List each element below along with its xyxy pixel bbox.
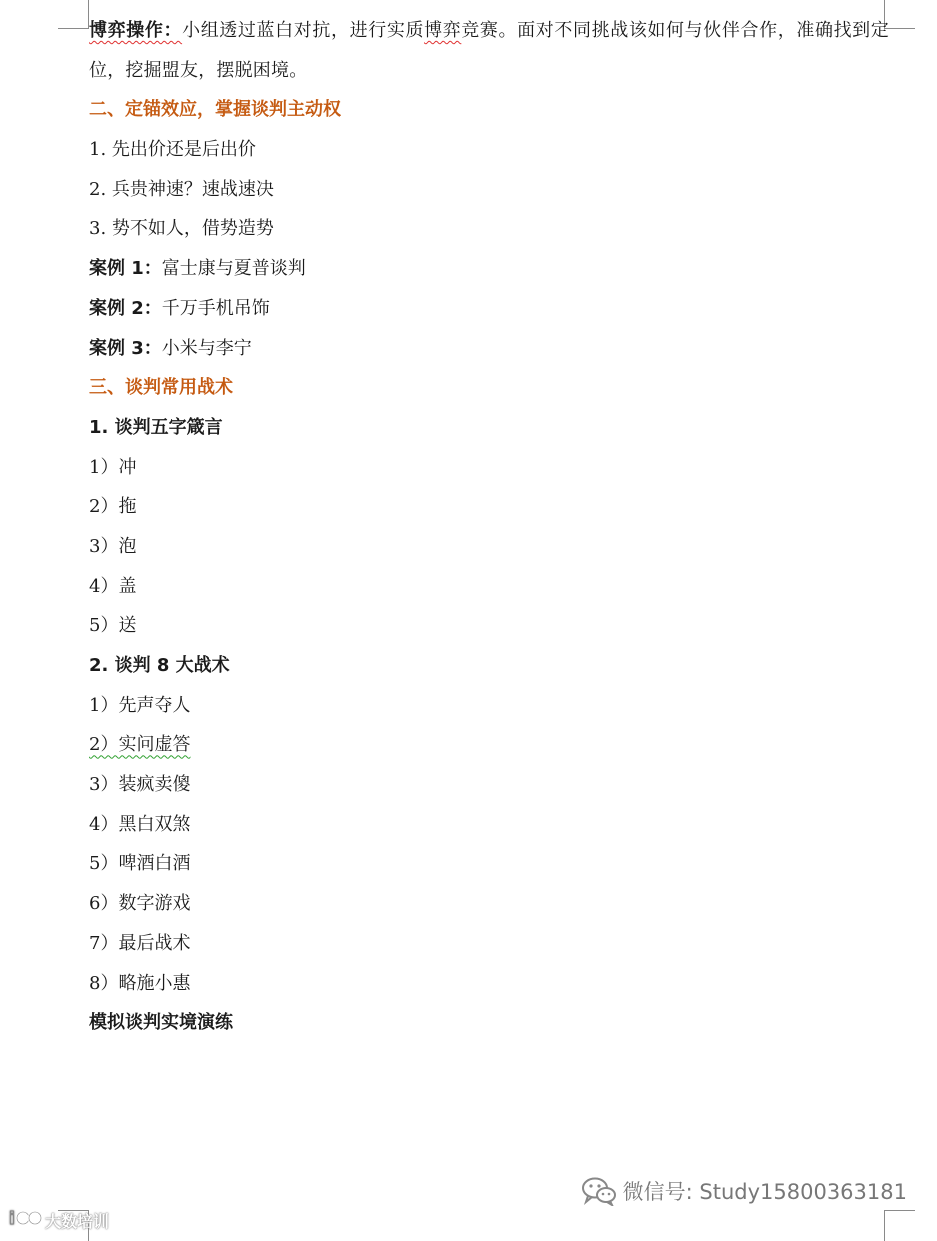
svg-text:i: i xyxy=(9,1209,15,1229)
case-text: 富士康与夏普谈判 xyxy=(161,258,306,280)
tactic-item: 8）略施小惠 xyxy=(89,972,191,994)
tactic-item xyxy=(89,725,889,765)
intro-text-b: 竞赛。面对不同挑战该如何与伙伴合作，准确找到定位，挖掘盟友，摆脱困境。 xyxy=(89,20,889,81)
five-word-item: 5）送 xyxy=(89,615,137,637)
section2-item: 2. 兵贵神速？速战速决 xyxy=(89,178,274,200)
case-text: 千万手机吊饰 xyxy=(161,297,270,319)
case-item xyxy=(89,249,889,289)
page-corner-mark-bottom-right xyxy=(884,1210,915,1241)
five-word-item: 1）冲 xyxy=(89,456,137,478)
intro-paragraph xyxy=(89,11,889,90)
case-text: 小米与李宁 xyxy=(161,337,252,359)
section2-heading: 二、定锚效应，掌握谈判主动权 xyxy=(89,99,341,121)
intro-text-a: 小组透过蓝白对抗，进行实质 xyxy=(182,20,425,41)
intro-label xyxy=(89,20,182,41)
closing-line: 模拟谈判实境演练 xyxy=(89,1012,233,1034)
wechat-watermark-text: 微信号: Study15800363181 xyxy=(622,1180,907,1204)
document-body xyxy=(89,11,889,1043)
tactic-item: 6）数字游戏 xyxy=(89,893,191,915)
intro-text-squiggle: 博弈 xyxy=(424,20,462,41)
tactic-item: 4）黑白双煞 xyxy=(89,813,191,835)
five-word-item: 2）拖 xyxy=(89,496,137,518)
tactic-item: 7）最后战术 xyxy=(89,932,191,954)
tactic-item: 3）装疯卖傻 xyxy=(89,774,191,796)
wechat-icon xyxy=(581,1176,617,1206)
section2-item: 1. 先出价还是后出价 xyxy=(89,139,256,161)
case-label: 案例 3： xyxy=(89,337,162,359)
case-label: 案例 1： xyxy=(89,258,162,280)
section3-heading: 三、谈判常用战术 xyxy=(89,377,233,399)
tactic-item: 1）先声夺人 xyxy=(89,694,191,716)
case-item xyxy=(89,329,889,369)
wechat-watermark xyxy=(581,1176,907,1206)
tactic-item-text: 2）实问虚答 xyxy=(89,734,191,756)
case-label: 案例 2： xyxy=(89,297,162,319)
five-word-item: 3）泡 xyxy=(89,535,137,557)
site-logo xyxy=(8,1206,109,1234)
section2-item: 3. 势不如人，借势造势 xyxy=(89,218,274,240)
tactic-item: 5）啤酒白酒 xyxy=(89,853,191,875)
case-item xyxy=(89,289,889,329)
site-logo-icon xyxy=(8,1206,42,1234)
section3-subheading: 1. 谈判五字箴言 xyxy=(89,416,223,438)
section3-subheading: 2. 谈判 8 大战术 xyxy=(89,655,230,677)
site-logo-text: 大数培训 xyxy=(45,1211,110,1231)
page-corner-mark-top-left xyxy=(58,0,89,29)
five-word-item: 4）盖 xyxy=(89,575,137,597)
intro-label-spellcheck: 博弈操作： xyxy=(89,20,183,41)
